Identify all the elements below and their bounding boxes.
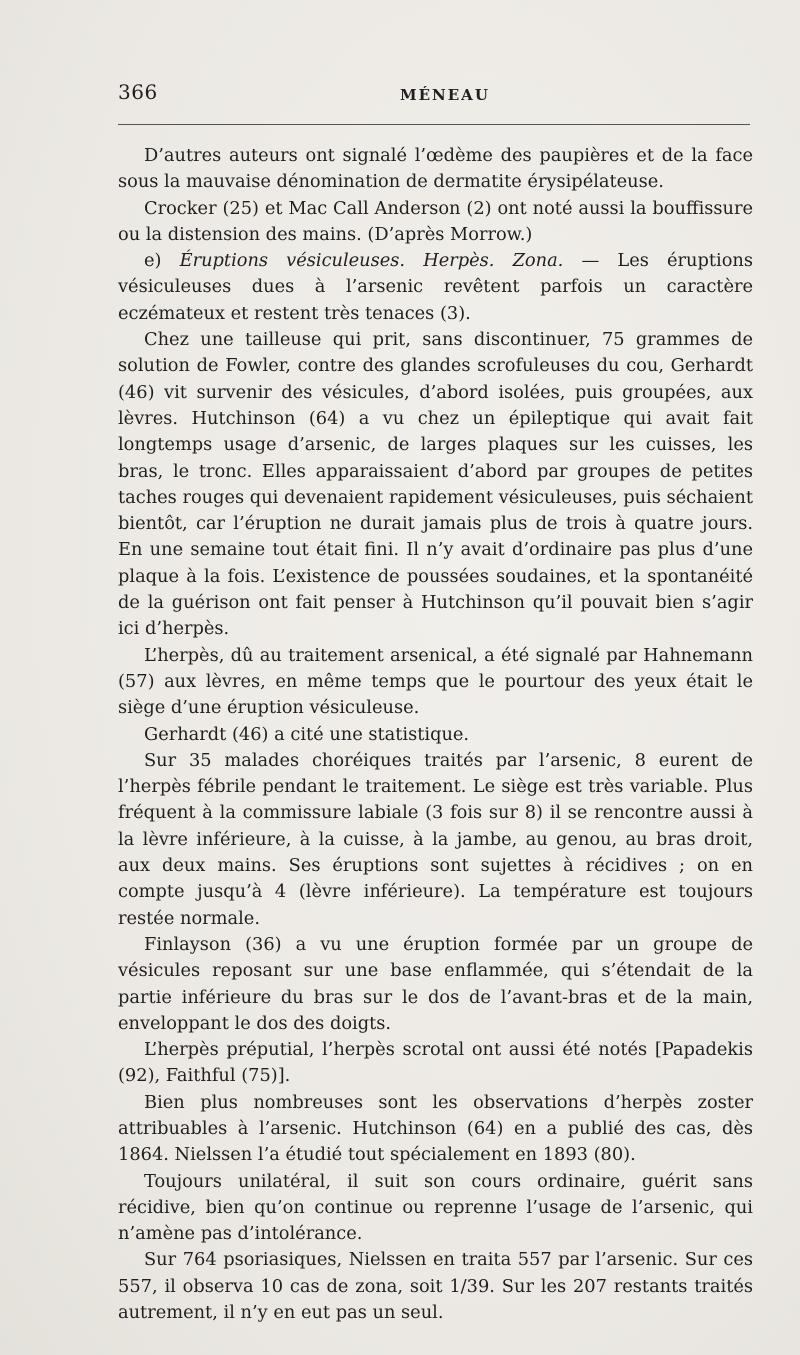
section-text: — Les éruptions vésiculeuses dues à l’arsenic revêtent parfois un caractère eczémateux et restent très tenaces (3). [118, 250, 753, 324]
paragraph: Toujours unilatéral, il suit son cours ordinaire, guérit sans récidive, bien qu’on continue ou reprenne l’usage de l’arsenic, qui n’amène pas d’intolérance. [118, 1170, 753, 1245]
page-number: 366 [118, 80, 158, 104]
running-title: MÉNEAU [400, 86, 490, 104]
paragraph: Sur 764 psoriasiques, Nielssen en traita 557 par l’arsenic. Sur ces 557, il observa 10 cas de zona, soit 1/39. Sur les 207 restants traités autrement, il n’y en eut pas un seul. [118, 1249, 753, 1324]
page-header [118, 80, 750, 110]
paragraph: D’autres auteurs ont signalé l’œdème des paupières et de la face sous la mauvaise dénomination de dermatite érysipélateuse. [118, 145, 753, 193]
paragraph: Crocker (25) et Mac Call Anderson (2) ont noté aussi la bouffissure ou la distension des mains. (D’après Morrow.) [118, 197, 753, 245]
section-paragraph [118, 248, 753, 327]
body-text [118, 143, 753, 1326]
paragraph: L’herpès préputial, l’herpès scrotal ont aussi été notés [Papadekis (92), Faithful (75)]. [118, 1039, 753, 1087]
paragraph: Gerhardt (46) a cité une statistique. [144, 723, 470, 745]
section-letter: e) [144, 250, 180, 272]
paragraph: Bien plus nombreuses sont les observations d’herpès zoster attribuables à l’arsenic. Hutchinson (64) en a publié des cas, dès 1864. Nielssen l’a étudié tout spécialement en 1893 (80). [118, 1091, 753, 1166]
paragraph: Sur 35 malades choréiques traités par l’arsenic, 8 eurent de l’herpès fébrile pendant le traitement. Le siège est très variable. Plus fréquent à la commissure labiale (3 fois sur 8) il se rencontre aussi à la lèvre inférieure, à la cuisse, à la jambe, au genou, au bras droit, aux deux mains. Ses éruptions sont sujettes à récidives ; on en compte jusqu’à 4 (lèvre inférieure). La température est toujours restée normale. [118, 749, 753, 929]
paragraph: L’herpès, dû au traitement arsenical, a été signalé par Hahnemann (57) aux lèvres, en même temps que le pourtour des yeux était le siège d’une éruption vésiculeuse. [118, 644, 753, 719]
header-rule [118, 124, 750, 125]
section-heading: Éruptions vésiculeuses. Herpès. Zona. [179, 250, 564, 272]
paragraph: Finlayson (36) a vu une éruption formée par un groupe de vésicules reposant sur une base enflammée, qui s’étendait de la partie inférieure du bras sur le dos de l’avant-bras et de la main, enveloppant le dos des doigts. [118, 933, 753, 1034]
paragraph: Chez une tailleuse qui prit, sans discontinuer, 75 grammes de solution de Fowler, contre des glandes scrofuleuses du cou, Gerhardt (46) vit survenir des vésicules, d’abord isolées, puis groupées, aux lèvres. Hutchinson (64) a vu chez un épileptique qui avait fait longtemps usage d’arsenic, de larges plaques sur les cuisses, les bras, le tronc. Elles apparaissaient d’abord par groupes de petites taches rouges qui devenaient rapidement vésiculeuses, puis séchaient bientôt, car l’éruption ne durait jamais plus de trois à quatre jours. En une semaine tout était fini. Il n’y avait d’ordinaire pas plus d’une plaque à la fois. L’existence de poussées soudaines, et la spontanéité de la guérison ont fait penser à Hutchinson qu’il pouvait bien s’agir ici d’herpès. [118, 329, 753, 640]
